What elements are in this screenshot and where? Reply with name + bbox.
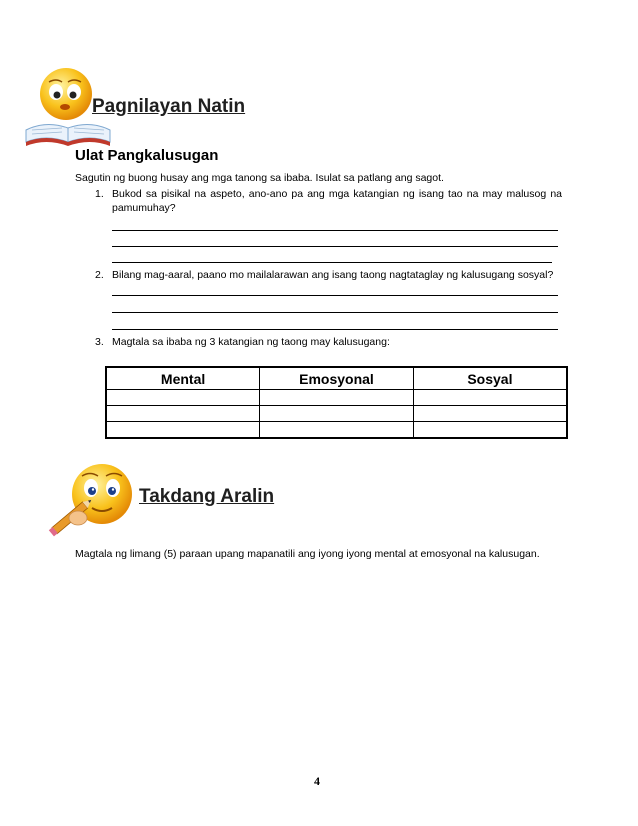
answer-line	[112, 230, 558, 231]
table-row	[106, 422, 567, 439]
table-cell[interactable]	[106, 390, 260, 406]
table-cell[interactable]	[413, 390, 567, 406]
writing-smiley-icon	[48, 462, 138, 544]
question-number: 3.	[95, 336, 104, 348]
section-title-pagnilayan: Pagnilayan Natin	[92, 96, 246, 117]
instruction-text: Sagutin ng buong husay ang mga tanong sa ibaba. Isulat sa patlang ang sagot.	[75, 172, 444, 184]
answer-line	[112, 262, 552, 263]
table-cell[interactable]	[260, 422, 414, 439]
table-cell[interactable]	[106, 422, 260, 439]
table-header-row	[106, 367, 567, 390]
question-text: Bilang mag-aaral, paano mo mailalarawan ang isang taong nagtataglay ng kalusugang sosyal?	[112, 269, 554, 281]
answer-line	[112, 312, 558, 313]
table-cell[interactable]	[413, 422, 567, 439]
question-number: 2.	[95, 269, 104, 281]
traits-table	[105, 366, 568, 439]
table-row	[106, 390, 567, 406]
question-text: Bukod sa pisikal na aspeto, ano-ano pa ang mga katangian ng isang tao na may malusog na pamumuhay?	[112, 188, 562, 214]
column-header-emosyonal: Emosyonal	[260, 367, 414, 390]
question-text: Magtala sa ibaba ng 3 katangian ng taong may kalusugang:	[112, 336, 390, 348]
answer-line	[112, 329, 558, 330]
question-number: 1.	[95, 188, 104, 200]
table-cell[interactable]	[260, 390, 414, 406]
answer-line	[112, 246, 558, 247]
column-header-sosyal: Sosyal	[413, 367, 567, 390]
table-cell[interactable]	[260, 406, 414, 422]
section-title-takdang-aralin: Takdang Aralin	[139, 486, 275, 507]
table-row	[106, 406, 567, 422]
page-number: 4	[314, 774, 320, 788]
answer-line	[112, 295, 558, 296]
subheading: Ulat Pangkalusugan	[75, 147, 219, 164]
column-header-mental: Mental	[106, 367, 260, 390]
table-cell[interactable]	[413, 406, 567, 422]
table-cell[interactable]	[106, 406, 260, 422]
assignment-text: Magtala ng limang (5) paraan upang mapanatili ang iyong iyong mental at emosyonal na kalusugan.	[75, 548, 540, 560]
